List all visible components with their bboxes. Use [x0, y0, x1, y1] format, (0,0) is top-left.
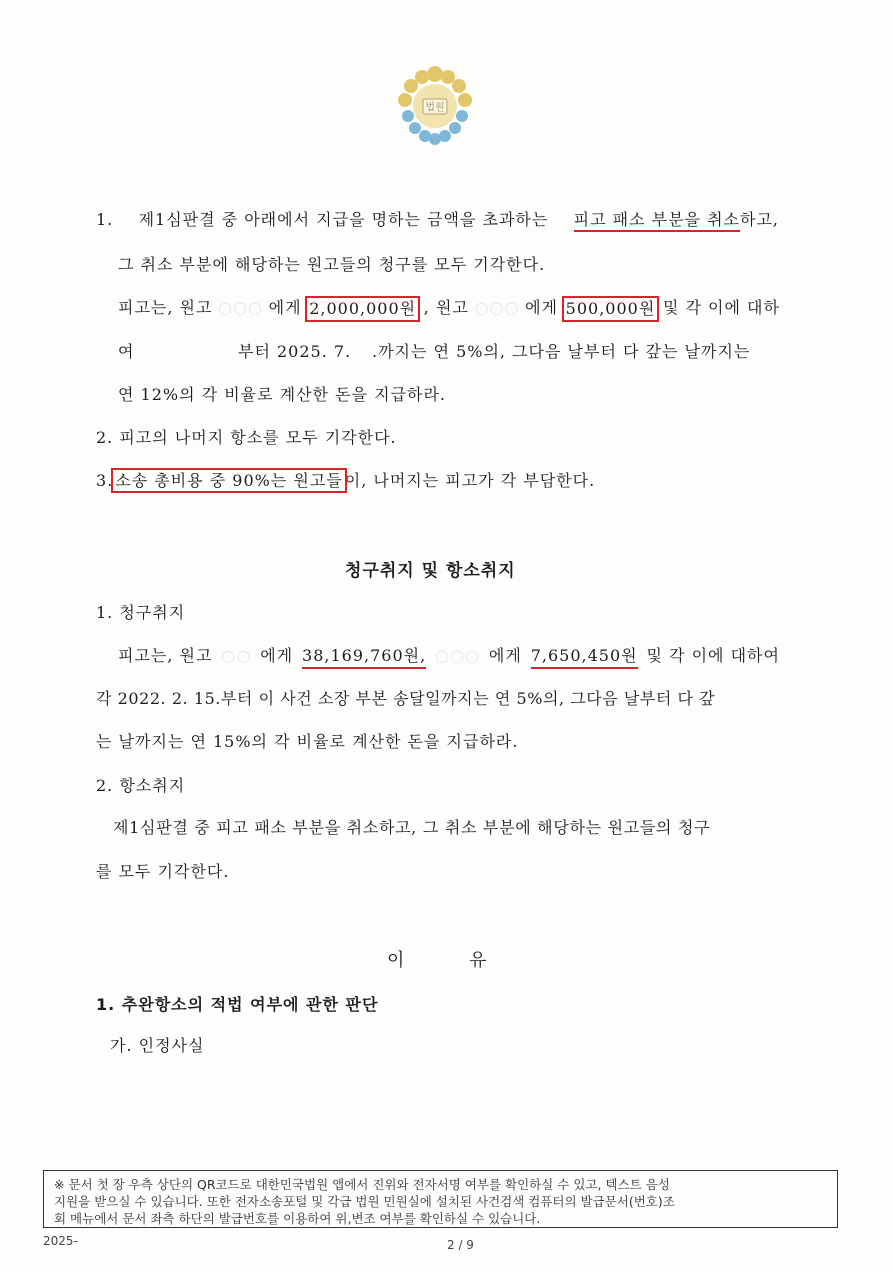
court-seal-logo	[396, 62, 474, 148]
claims-title: 청구취지 및 항소취지	[345, 561, 516, 581]
claims-line3: 는 날까지는 연 15%의 각 비율로 계산한 돈을 지급하라.	[96, 732, 519, 751]
claims-line1: 피고는, 원고 ○○ 에게 38,169,760원, ○○○ 에게 7,650,450원 및 각 이에 대하여	[118, 646, 780, 669]
judgment-item1-line2: 그 취소 부분에 해당하는 원고들의 청구를 모두 기각한다.	[118, 255, 546, 274]
judgment-item1-line1: 1. 제1심판결 중 아래에서 지급을 명하는 금액을 초과하는 피고 패소 부분을 취소하고,	[96, 210, 779, 230]
claims-sub1: 1. 청구취지	[96, 603, 186, 622]
judgment-item2: 2. 피고의 나머지 항소를 모두 기각한다.	[96, 428, 397, 447]
reasons-title-left: 이	[387, 950, 406, 971]
highlight-claim-amount-1: 38,169,760원,	[302, 646, 426, 669]
highlight-cost-burden: 소송 총비용 중 90%는 원고들	[115, 471, 343, 490]
redacted-name: ○○○	[435, 646, 480, 665]
highlight-amount-1: 2,000,000원	[309, 299, 417, 318]
reasons-title-right: 유	[469, 950, 488, 971]
redacted-name: ○○○	[218, 298, 263, 317]
judgment-payment-line3: 연 12%의 각 비율로 계산한 돈을 지급하라.	[118, 385, 447, 404]
verification-notice: ※ 문서 첫 장 우측 상단의 QR코드로 대한민국법원 앱에서 진위와 전자서명 여부를 확인하실 수 있고, 텍스트 음성 지원을 받으실 수 있습니다. 또한 전자소송포털 및 각급 법원 민원실에 설치된 사건검색 컴퓨터의 발급문서(번호)조 회 메뉴에서 문서 좌측 하단의 발급번호를 이용하여 위,변조 여부를 확인하실 수 있습니다.	[43, 1170, 838, 1228]
reasons-heading-1: 1. 추완항소의 적법 여부에 관한 판단	[96, 995, 379, 1014]
highlight-cancel-portion: 피고 패소 부분을 취소	[574, 210, 740, 232]
highlight-amount-2: 500,000원	[565, 299, 656, 318]
redacted-name: ○○	[221, 646, 252, 665]
claims-line2: 각 2022. 2. 15.부터 이 사건 소장 부본 송달일까지는 연 5%의, 그다음 날부터 다 갚	[96, 689, 716, 708]
document-code: 2025-	[43, 1234, 78, 1248]
claims-sub2: 2. 항소취지	[96, 776, 186, 795]
judgment-payment-line2: 여 부터 2025. 7. .까지는 연 5%의, 그다음 날부터 다 갚는 날까지는	[118, 342, 751, 361]
judgment-payment-line1: 피고는, 원고 ○○○ 에게 2,000,000원 , 원고 ○○○ 에게 500,000원 및 각 이에 대하	[118, 298, 780, 318]
claims-line4: 제1심판결 중 피고 패소 부분을 취소하고, 그 취소 부분에 해당하는 원고들의 청구	[113, 818, 711, 837]
page-number: 2 / 9	[447, 1238, 474, 1252]
judgment-item3: 3. 소송 총비용 중 90%는 원고들 이, 나머지는 피고가 각 부담한다.	[96, 471, 596, 490]
claims-line5: 를 모두 기각한다.	[96, 862, 230, 881]
highlight-claim-amount-2: 7,650,450원	[531, 646, 638, 669]
seal-label: 법원	[425, 102, 445, 114]
redacted-name: ○○○	[474, 298, 520, 317]
reasons-sub-ga: 가. 인정사실	[110, 1036, 205, 1055]
